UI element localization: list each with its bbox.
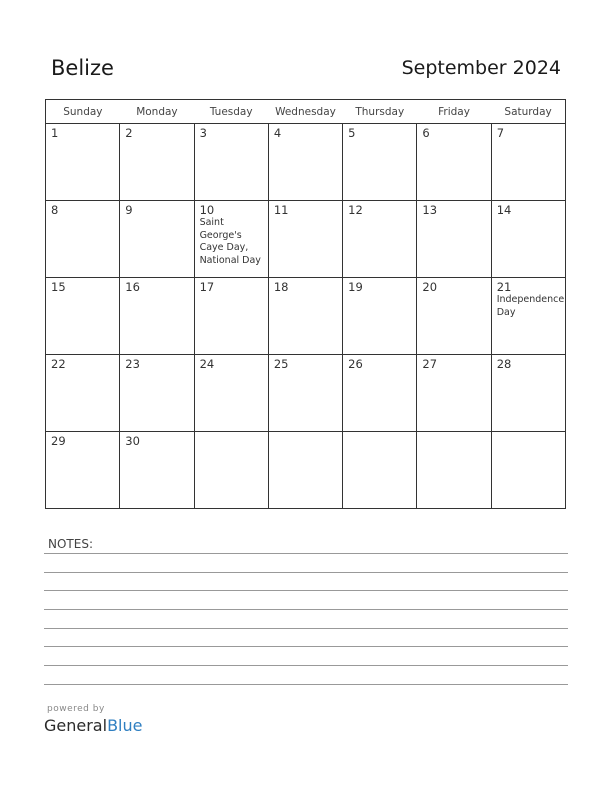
day-cell — [120, 124, 194, 201]
day-cell — [46, 278, 120, 355]
day-number: 17 — [199, 280, 215, 294]
day-number: 12 — [348, 203, 363, 217]
day-number — [492, 432, 565, 434]
day-cell — [417, 124, 491, 201]
day-number — [269, 432, 342, 434]
notes-line — [44, 684, 568, 685]
day-number — [343, 432, 416, 434]
day-cell — [194, 201, 268, 278]
month-title: September 2024 — [401, 57, 561, 79]
day-number: 30 — [125, 434, 140, 448]
notes-label: NOTES: — [48, 537, 93, 551]
notes-line — [44, 553, 568, 554]
notes-line — [44, 665, 568, 666]
day-cell — [194, 124, 268, 201]
day-cell — [491, 355, 565, 432]
weekday-saturday: Saturday — [491, 100, 565, 124]
day-cell — [343, 355, 417, 432]
notes-line — [44, 609, 568, 610]
day-cell — [491, 432, 565, 509]
day-number: 19 — [348, 280, 363, 294]
notes-line — [44, 572, 568, 573]
day-number — [417, 432, 490, 434]
day-cell — [46, 355, 120, 432]
day-number: 10 — [199, 203, 215, 217]
day-number: 18 — [273, 280, 289, 294]
day-number: 1 — [51, 126, 59, 140]
brand-general: General — [44, 716, 108, 735]
holiday-label: Saint George's Caye Day, National Day — [199, 217, 261, 266]
day-number: 5 — [348, 126, 356, 140]
day-cell — [268, 278, 342, 355]
day-number: 23 — [125, 357, 140, 371]
day-cell — [268, 124, 342, 201]
day-cell — [417, 278, 491, 355]
weekday-tuesday: Tuesday — [194, 100, 268, 124]
day-cell — [46, 432, 120, 509]
week-row — [46, 201, 566, 278]
day-cell — [120, 201, 194, 278]
day-cell — [491, 124, 565, 201]
day-number: 9 — [125, 203, 133, 217]
day-number: 25 — [273, 357, 289, 371]
week-row — [46, 432, 566, 509]
day-cell — [268, 201, 342, 278]
day-cell — [491, 278, 565, 355]
day-cell — [46, 124, 120, 201]
day-cell — [268, 432, 342, 509]
day-number: 29 — [51, 434, 66, 448]
brand-logo — [44, 716, 142, 735]
day-number: 26 — [348, 357, 363, 371]
day-number: 21 — [496, 280, 512, 294]
day-number: 6 — [422, 126, 430, 140]
day-cell — [46, 201, 120, 278]
week-row — [46, 278, 566, 355]
day-number: 3 — [199, 126, 207, 140]
day-number: 22 — [51, 357, 66, 371]
calendar-grid — [45, 99, 566, 509]
day-cell — [120, 432, 194, 509]
day-number: 27 — [422, 357, 438, 371]
day-number: 14 — [496, 203, 512, 217]
notes-line — [44, 590, 568, 591]
powered-by-text: powered by — [47, 704, 105, 714]
day-number: 28 — [496, 357, 512, 371]
week-row — [46, 124, 566, 201]
notes-line — [44, 628, 568, 629]
day-number: 13 — [422, 203, 438, 217]
day-cell — [343, 201, 417, 278]
day-cell — [194, 278, 268, 355]
day-number — [195, 432, 268, 434]
weekday-monday: Monday — [120, 100, 194, 124]
day-number: 4 — [273, 126, 282, 140]
day-cell — [120, 355, 194, 432]
day-number: 7 — [496, 126, 505, 140]
weekday-friday: Friday — [417, 100, 491, 124]
day-cell — [343, 278, 417, 355]
day-number: 20 — [422, 280, 438, 294]
week-row — [46, 355, 566, 432]
day-cell — [268, 355, 342, 432]
day-number: 11 — [273, 203, 289, 217]
day-cell — [194, 355, 268, 432]
day-number: 8 — [51, 203, 59, 217]
day-cell — [343, 432, 417, 509]
day-cell — [120, 278, 194, 355]
weekday-wednesday: Wednesday — [268, 100, 342, 124]
day-cell — [194, 432, 268, 509]
weekday-sunday: Sunday — [46, 100, 120, 124]
notes-line — [44, 646, 568, 647]
weekday-header-row — [46, 100, 566, 124]
holiday-label: Independence Day — [496, 294, 565, 318]
day-cell — [491, 201, 565, 278]
day-cell — [417, 432, 491, 509]
day-cell — [417, 201, 491, 278]
day-cell — [343, 124, 417, 201]
brand-blue: Blue — [107, 716, 143, 735]
day-number: 2 — [125, 126, 133, 140]
day-number: 15 — [51, 280, 66, 294]
weekday-thursday: Thursday — [343, 100, 417, 124]
day-cell — [417, 355, 491, 432]
country-title: Belize — [51, 56, 114, 80]
day-number: 24 — [199, 357, 215, 371]
day-number: 16 — [125, 280, 140, 294]
